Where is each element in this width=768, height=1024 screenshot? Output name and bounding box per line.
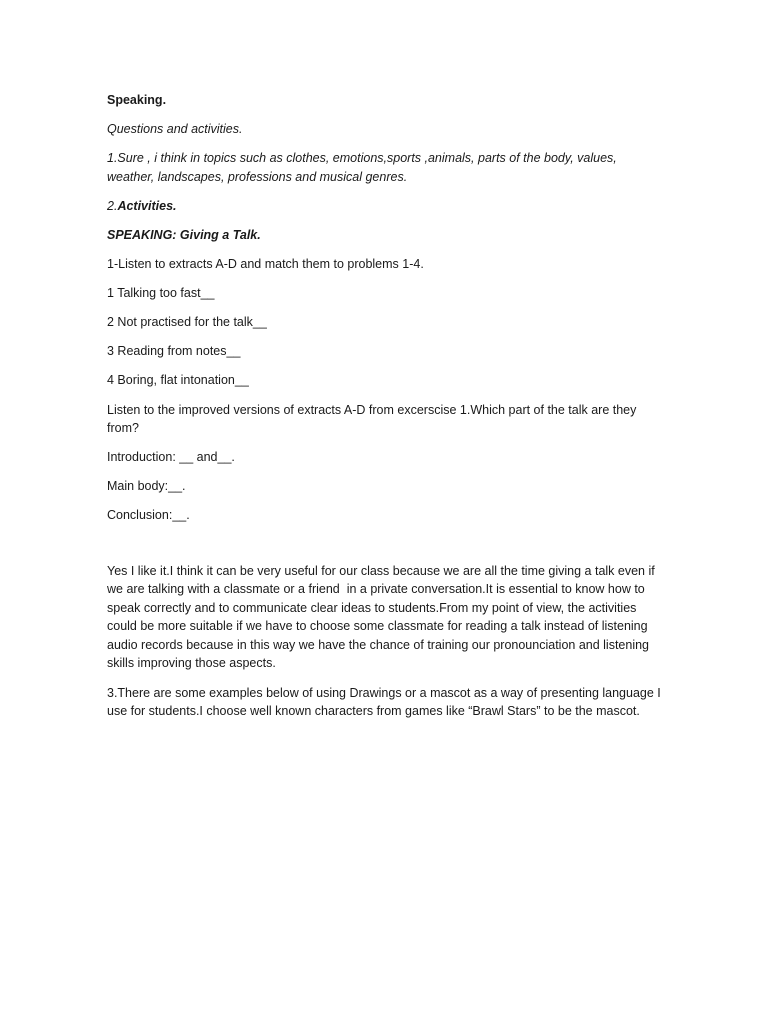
problem-item: 1 Talking too fast__ <box>107 286 215 301</box>
subheading: Questions and activities. <box>107 122 243 137</box>
answer-3: 3.There are some examples below of using Drawings or a mascot as a way of presenting language I use for students.I choose well known characters from games like “Brawl Stars” to be the mascot. <box>107 685 665 719</box>
talk-part-item: Main body:__. <box>107 479 186 494</box>
activities-label: Activities. <box>117 198 177 213</box>
talk-part-item: Conclusion:__. <box>107 508 190 523</box>
blank-line <box>107 536 667 562</box>
activities-number: 2. <box>107 198 118 213</box>
problem-item: 4 Boring, flat intonation__ <box>107 373 249 388</box>
problem-item: 3 Reading from notes__ <box>107 344 241 359</box>
talk-part-item: Introduction: __ and__. <box>107 450 235 465</box>
exercise-2-instruction: Listen to the improved versions of extracts A-D from excerscise 1.Which part of the talk are they from? <box>107 402 640 436</box>
exercise-1-instruction: 1-Listen to extracts A-D and match them to problems 1-4. <box>107 257 424 272</box>
activities-line <box>107 197 667 216</box>
heading: Speaking. <box>107 93 167 107</box>
answer-1: 1.Sure , i think in topics such as clothes, emotions,sports ,animals, parts of the body, values, weather, landscapes, professions and musical genres. <box>107 151 621 184</box>
document-page <box>107 91 667 731</box>
problem-item: 2 Not practised for the talk__ <box>107 315 267 330</box>
speaking-title: SPEAKING: Giving a Talk. <box>107 227 261 242</box>
opinion-paragraph: Yes I like it.I think it can be very useful for our class because we are all the time giving a talk even if we are talking with a classmate or a friend in a private conversation.It is essential to know how to speak correctly and to communicate clear ideas to students.From my point of view, the activities could be more suitable if we have to choose some classmate for reading a talk instead of listening audio records because in this way we have the chance of training our pronounciation and listening skills improving those aspects. <box>107 563 659 671</box>
